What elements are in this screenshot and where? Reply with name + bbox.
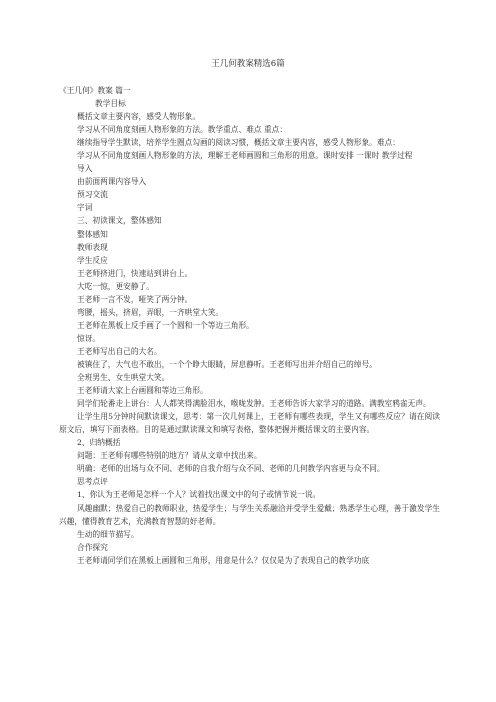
paragraph: 字词 — [77, 203, 93, 213]
paragraph: 王老师在黑板上反手画了一个圆和一个等边三角形。 — [77, 320, 254, 330]
paragraph: 明确：老师的出场与众不同、老师的自我介绍与众不同、老师的几何教学内容更与众不同。 — [77, 464, 385, 474]
paragraph: 被镇住了，大气也不敢出，一个个睁大眼睛，屏息静听。王老师写出并介绍自己的绰号。 — [77, 359, 377, 369]
paragraph: 王老师写出自己的大名。 — [77, 346, 162, 356]
paragraph: 教师表现 — [77, 242, 108, 252]
paragraph: 王老师请大家上台画圆和等边三角形。 — [77, 386, 208, 396]
paragraph: 1、你认为王老师是怎样一个人？试着找出课文中的句子或情节说一说。 — [77, 490, 321, 500]
document-body — [59, 84, 440, 567]
paragraph: 继续指导学生默读，培养学生圈点勾画的阅读习惯，概括文章主要内容，感受人物形象。难点： — [77, 138, 400, 148]
paragraph: 全班男生、女生哄堂大笑。 — [77, 373, 170, 383]
paragraph: 惊讶。 — [77, 333, 101, 343]
paragraph: 学生反应 — [77, 255, 108, 265]
paragraph: 风趣幽默；热爱自己的教师职业，热爱学生；与学生关系融洽并受学生爱戴；熟悉学生心理，善于激发学生兴趣，懂得教育艺术，充满教育智慧的好老师。 — [59, 503, 440, 526]
paragraph: 王老师一言不发，哑笑了两分钟。 — [77, 294, 193, 304]
paragraph: 由前面两课内容导入 — [77, 177, 147, 187]
paragraph: 问题：王老师有哪些特别的地方？请从文章中找出来。 — [77, 451, 262, 461]
paragraph: 让学生用5分钟时间默读课文，思考：第一次几何课上，王老师有哪些表现，学生又有哪些反应？请在阅读原文后，填写下面表格。目的是通过默读课文和填写表格，整体把握并概括课文的主要内容。 — [59, 412, 440, 435]
document-title: 王几何教案精选6篇 — [211, 59, 285, 69]
paragraph: 2、归纳概括 — [77, 438, 121, 448]
paragraph: 思考点评 — [77, 477, 108, 487]
paragraph: 《王几何》教案 篇一 — [59, 86, 131, 95]
paragraph: 三、初读课文，整体感知 — [77, 216, 162, 226]
paragraph: 预习交流 — [77, 190, 108, 200]
paragraph: 王老师挤进门，快速站到讲台上。 — [77, 268, 193, 278]
paragraph: 王老师请同学们在黑板上画圆和三角形，用意是什么？仅仅是为了表现自己的教学功底 — [77, 555, 370, 565]
paragraph: 同学们轮番走上讲台：人人都笑得满脸泪水，喉咙发肿。王老师告诉大家学习的道路。满教室鸦雀无声。 — [77, 399, 431, 409]
paragraph: 整体感知 — [77, 229, 108, 239]
paragraph: 大吃一惊，更安静了。 — [77, 281, 154, 291]
paragraph: 导入 — [77, 164, 93, 174]
paragraph: 概括文章主要内容，感受人物形象。 — [77, 112, 201, 122]
paragraph: 学习从不同角度刻画人物形象的方法。教学重点、难点 重点： — [77, 125, 288, 135]
paragraph: 合作探究 — [77, 542, 108, 552]
paragraph: 教学目标 — [95, 99, 126, 109]
paragraph: 学习从不同角度刻画人物形象的方法，理解王老师画圆和三角形的用意。课时安排 一课时 教学过程 — [77, 151, 413, 161]
paragraph: 生动的细节描写。 — [77, 529, 139, 539]
paragraph: 弯腰，摇头，挤眉，弄眼，一齐哄堂大笑。 — [77, 307, 224, 317]
